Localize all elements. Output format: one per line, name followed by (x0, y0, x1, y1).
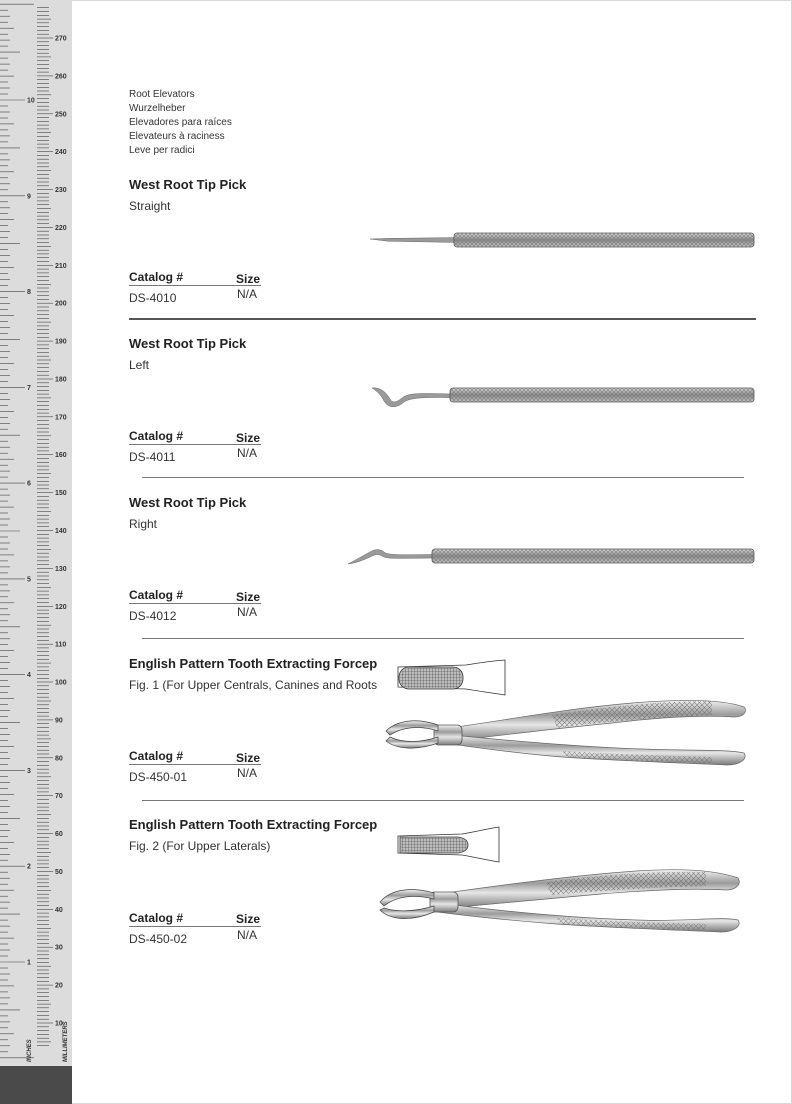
product-variant: Fig. 2 (For Upper Laterals) (129, 839, 271, 853)
catalog-header: Catalog # (129, 270, 184, 284)
mm-label: 200 (55, 300, 67, 308)
column-underline (129, 285, 261, 286)
product-title: English Pattern Tooth Extracting Forcep (129, 656, 378, 671)
inch-label: 8 (27, 289, 31, 297)
inch-label: 10 (27, 97, 35, 105)
inch-label: 6 (27, 480, 31, 488)
mm-label: 160 (55, 452, 67, 460)
size-value: N/A (237, 605, 258, 619)
catalog-number: DS-450-02 (129, 932, 188, 946)
measurement-ruler (0, 0, 72, 1104)
product-variant: Fig. 1 (For Upper Centrals, Canines and Roots (129, 678, 378, 692)
mm-label: 270 (55, 35, 67, 43)
mm-label: 30 (55, 944, 63, 952)
mm-label: 180 (55, 376, 67, 384)
divider (129, 318, 756, 320)
mm-label: 100 (55, 679, 67, 687)
size-value: N/A (237, 766, 258, 780)
mm-label: 260 (55, 73, 67, 81)
ruler-scale (0, 0, 72, 1104)
inch-label: 4 (27, 672, 31, 680)
mm-label: 250 (55, 111, 67, 119)
mm-label: 120 (55, 603, 67, 611)
inches-caption: INCHES (27, 1039, 33, 1062)
mm-label: 230 (55, 187, 67, 194)
mm-label: 60 (55, 831, 63, 839)
product-title: West Root Tip Pick (129, 177, 247, 192)
size-header: Size (236, 751, 261, 765)
mm-label: 140 (55, 528, 67, 535)
size-value: N/A (237, 287, 258, 301)
forcep-illustration-fig1 (382, 695, 748, 775)
heading-line-de: Wurzelheber (129, 103, 186, 114)
product-title: West Root Tip Pick (129, 495, 247, 510)
mm-label: 90 (55, 717, 63, 725)
forcep-illustration-fig2 (376, 866, 744, 942)
catalog-number: DS-450-01 (129, 770, 188, 784)
product-title: West Root Tip Pick (129, 336, 247, 351)
mm-label: 170 (55, 414, 67, 422)
product-variant: Left (129, 358, 150, 372)
catalog-header: Catalog # (129, 911, 184, 925)
catalog-number: DS-4011 (129, 450, 176, 464)
inch-label: 7 (27, 384, 31, 392)
mm-label: 110 (55, 641, 67, 649)
inch-label: 1 (27, 959, 31, 967)
mm-label: 150 (55, 490, 67, 498)
heading-line-fr: Elevateurs à raciness (129, 131, 225, 142)
inch-label: 3 (27, 767, 31, 775)
heading-line-it: Leve per radici (129, 145, 195, 156)
column-underline (129, 444, 261, 445)
heading-line-en: Root Elevators (129, 89, 195, 100)
column-underline (129, 764, 261, 765)
product-variant: Straight (129, 199, 171, 213)
mm-label: 70 (55, 793, 63, 801)
mm-label: 10 (55, 1020, 63, 1028)
catalog-header: Catalog # (129, 429, 184, 443)
catalog-number: DS-4012 (129, 609, 177, 623)
left-pick-illustration (368, 382, 758, 412)
mm-label: 40 (55, 906, 63, 914)
size-header: Size (236, 912, 261, 926)
heading-line-es: Elevadores para raíces (129, 117, 232, 128)
inch-label: 9 (27, 193, 31, 201)
size-header: Size (236, 590, 261, 604)
size-value: N/A (237, 928, 258, 942)
forcep-beak-detail-fig2 (396, 826, 502, 864)
right-pick-illustration (346, 542, 758, 570)
mm-label: 20 (55, 982, 63, 990)
section-heading (129, 88, 232, 158)
size-header: Size (236, 431, 261, 445)
inch-label: 2 (27, 863, 31, 871)
size-header: Size (236, 272, 261, 286)
product-variant: Right (129, 517, 158, 531)
forcep-beak-detail-fig1 (396, 659, 508, 697)
size-value: N/A (237, 446, 258, 460)
divider (142, 477, 744, 478)
inch-label: 5 (27, 576, 31, 584)
catalog-number: DS-4010 (129, 291, 177, 305)
mm-label: 190 (55, 338, 67, 346)
mm-label: 130 (55, 565, 67, 573)
column-underline (129, 603, 261, 604)
product-title: English Pattern Tooth Extracting Forcep (129, 817, 378, 832)
mm-label: 50 (55, 869, 63, 876)
straight-pick-illustration (368, 228, 758, 252)
ruler-footer (0, 1066, 72, 1104)
divider (142, 638, 744, 639)
mm-label: 240 (55, 149, 67, 157)
column-underline (129, 926, 261, 927)
mm-label: 80 (55, 755, 63, 763)
catalog-header: Catalog # (129, 749, 184, 763)
millimeters-caption: MILLIMETERS (63, 1021, 69, 1062)
mm-label: 210 (55, 262, 67, 270)
mm-label: 220 (55, 224, 67, 232)
divider (142, 800, 744, 801)
catalog-header: Catalog # (129, 588, 184, 602)
